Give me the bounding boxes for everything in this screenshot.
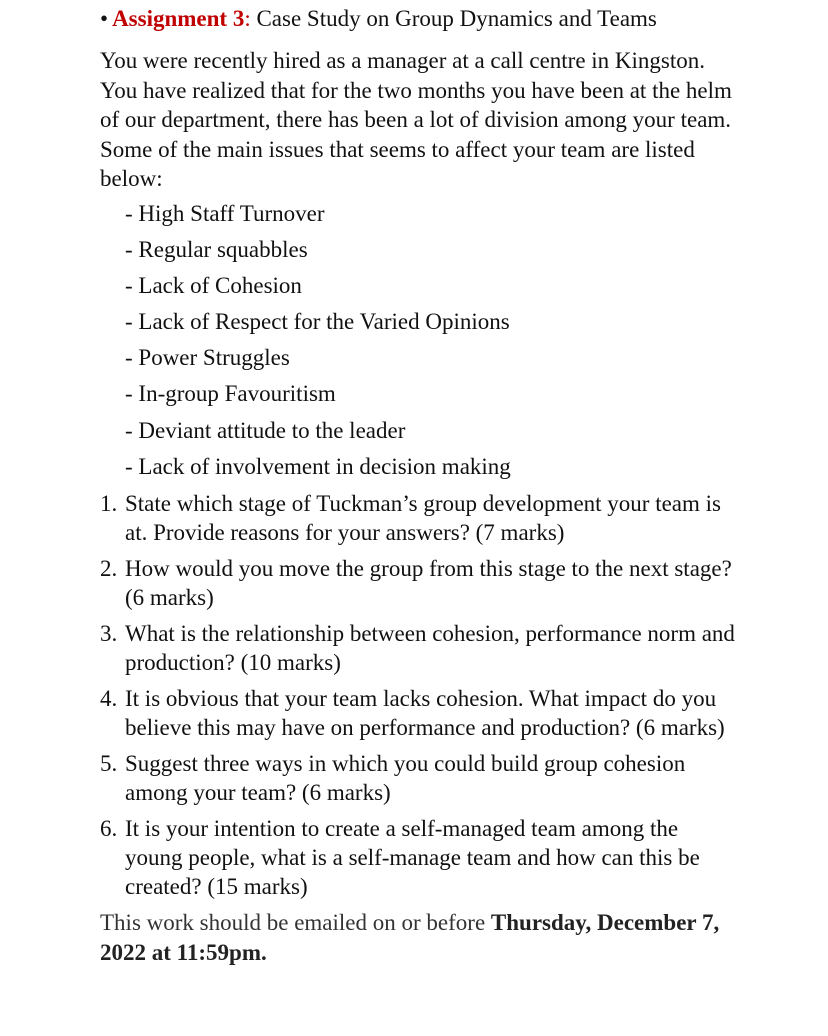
intro-paragraph: You were recently hired as a manager at a call centre in Kingston. You have realized that for the two months you have been at the helm of our department, there has been a lot of division among your team. Some of the main issues that seems to affect your team are listed below: [100,48,732,191]
questions-list [100,489,740,901]
question-number: 2. [100,556,118,581]
question-number: 3. [100,621,118,646]
heading-separator: : [244,6,251,31]
question-number: 4. [100,686,118,711]
issue-item: - High Staff Turnover [125,200,325,226]
question-text: It is obvious that your team lacks cohesion. What impact do you believe this may have on performance and production? (6 marks) [125,686,725,740]
submission-note [100,908,740,967]
question-item [100,814,740,901]
question-text: Suggest three ways in which you could build group cohesion among your team? (6 marks) [125,751,686,805]
issue-item: - Lack of involvement in decision making [125,453,511,479]
issue-item: - Lack of Respect for the Varied Opinions [125,309,510,335]
question-item [100,489,740,547]
issue-item: - Deviant attitude to the leader [125,417,406,443]
question-number: 5. [100,751,118,776]
question-item [100,684,740,742]
assignment-heading [100,4,740,34]
issue-item: - Regular squabbles [125,236,308,262]
question-item [100,619,740,677]
assignment-document [100,4,740,967]
issue-item: - Power Struggles [125,345,290,371]
question-text: How would you move the group from this stage to the next stage? (6 marks) [125,556,732,610]
question-item [100,554,740,612]
assignment-title: Case Study on Group Dynamics and Teams [256,6,657,31]
bullet-icon: • [100,6,109,31]
submission-text: This work should be emailed on or before [100,910,491,935]
assignment-label: Assignment 3 [112,6,245,31]
submission-deadline: Thursday, December 7, 2022 at 11:59pm. [100,910,720,965]
question-item [100,749,740,807]
question-text: It is your intention to create a self-managed team among the young people, what is a self-manage team and how can this be created? (15 marks) [125,816,700,899]
issues-list [100,200,740,480]
question-text: What is the relationship between cohesion, performance norm and production? (10 marks) [125,621,735,675]
question-number: 6. [100,816,118,841]
issue-item: - In-group Favouritism [125,381,336,407]
question-number: 1. [100,491,118,516]
issue-item: - Lack of Cohesion [125,272,302,298]
question-text: State which stage of Tuckman’s group development your team is at. Provide reasons for your answers? (7 marks) [125,491,721,545]
